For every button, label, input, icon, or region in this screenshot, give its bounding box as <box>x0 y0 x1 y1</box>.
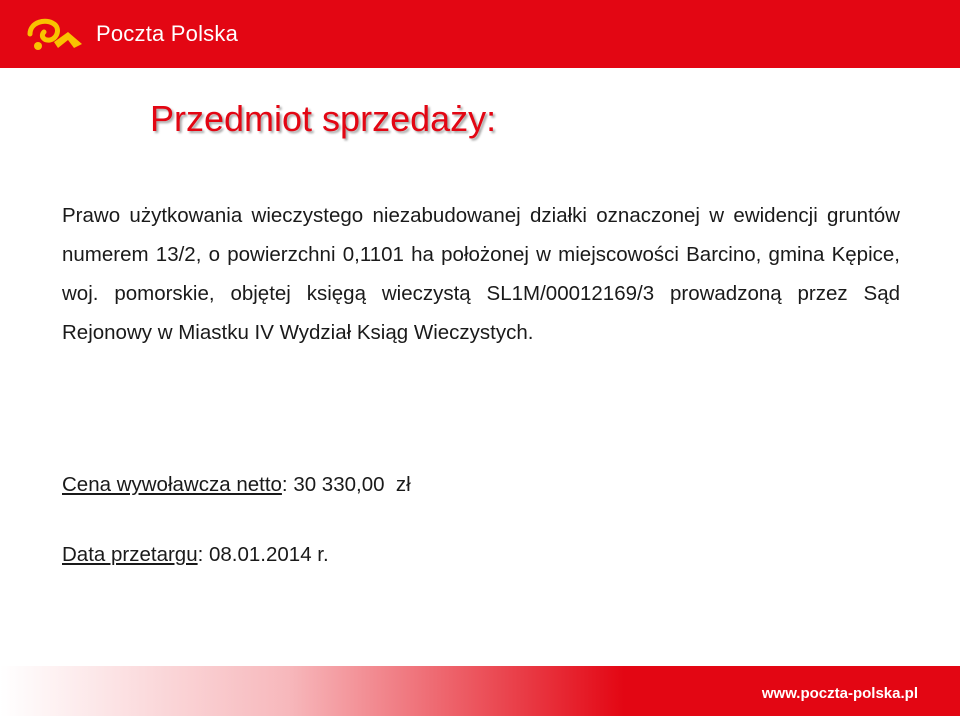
header-bar <box>0 0 960 68</box>
slide-title: Przedmiot sprzedaży: <box>150 98 497 139</box>
logo-text: Poczta Polska <box>96 21 239 46</box>
description-paragraph: Prawo użytkowania wieczystego niezabudowanej działki oznaczonej w ewidencji gruntów numerem 13/2, o powierzchni 0,1101 ha położonej w miejscowości Barcino, gmina Kępice, woj. pomorskie, objętej księgą wieczystą SL1M/00012169/3 prowadzoną przez Sąd Rejonowy w Miastku IV Wydział Ksiąg Wieczystych. <box>62 204 900 344</box>
footer-url: www.poczta-polska.pl <box>761 685 918 702</box>
poczta-polska-horn-icon <box>24 14 88 54</box>
logo <box>24 14 238 54</box>
auction-date <box>62 543 329 567</box>
starting-price <box>62 473 411 497</box>
date-label: Data przetargu <box>62 543 198 566</box>
date-value: : 08.01.2014 r. <box>197 543 329 566</box>
price-label: Cena wywoławcza netto <box>62 473 282 496</box>
price-value: : 30 330,00 zł <box>281 473 411 496</box>
footer-bar <box>0 666 960 716</box>
